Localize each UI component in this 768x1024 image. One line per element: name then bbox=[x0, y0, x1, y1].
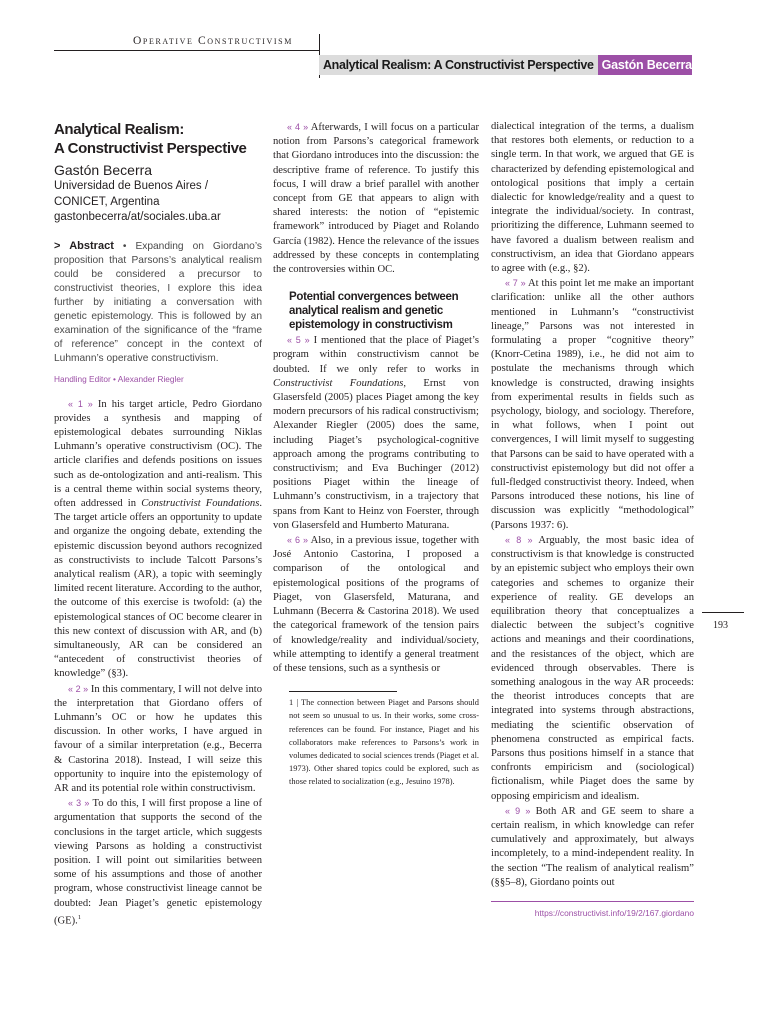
page-number: 193 bbox=[713, 620, 728, 631]
section-heading: Potential convergences between analytical realism and genetic epistemology in constructivism bbox=[289, 291, 459, 332]
paragraph-number: « 7 » bbox=[505, 278, 526, 289]
author-name: Gastón Becerra bbox=[54, 162, 153, 178]
paragraph-number: « 5 » bbox=[287, 335, 310, 346]
paragraph-3: « 3 » To do this, I will first propose a line of argumentation that supports the second of the conclusions in the target article, which suggests viewing Parsons as holding a constructivist position. I will point out similarities between some of his assumptions and those of another program, whose constructivist lineage cannot be doubted: Jean Piaget’s genetic epistemology (GE).$^1$ bbox=[54, 798, 262, 927]
running-head: Operative Constructivism bbox=[133, 35, 293, 47]
paragraph-8: « 8 » Arguably, the most basic idea of constructivism is that knowledge is constructed by an epistemic subject who employs their own categories and schemes to organize their experience of reality. GE develops an equilibration theory that conceptualizes a dialectic between the subject’s cognitive actions and meanings and their coordinations, and the resistances of the object, which are evidenced through observables. There is something analogous in the way AR proceeds: the theorist introduces concepts that are integrated into systems through abstractions, mediating the scientific observation of phenomena constructed as empirical facts. Parsons thus positions himself in a stance that confronts empiricism and (sociological) fictionalism, while Piaget does the same by opposing empiricism and idealism. bbox=[491, 534, 694, 802]
header-rule bbox=[54, 50, 320, 51]
author-email: gastonbecerra/at/sociales.uba.ar bbox=[54, 211, 221, 223]
footnote-ref: 1 bbox=[77, 913, 82, 921]
paragraph-number: « 8 » bbox=[505, 534, 533, 545]
paragraph-number: « 3 » bbox=[68, 798, 90, 809]
abstract: > Abstract • Expanding on Giordano’s proposition that Parsons’s analytical realism could be considered a precursor to constructivist theories, I explore this idea further by initiating a conversation with genetic epistemology. This is followed by an examination of the significance of the “frame of reference” concept in the context of Luhmann’s operative constructivism. bbox=[54, 239, 262, 364]
paragraph-1: « 1 » In his target article, Pedro Giordano provides a synthesis and mapping of epistemological debates surrounding Niklas Luhmann’s operative constructivism (OC). The article clarifies and defends positions on issues such as de-ontologization and anti-realism. This is a central theme within social systems theory, often addressed in Constructivist Foundations. The target article offers an opportunity to update and organize the ongoing debate, extending the epistemic discussion beyond authors recognized as constructivists to include Talcott Parsons’s analytical realism (AR), a topic with seemingly limited recent literature. According to the author, the outcome of this exercise is twofold: (a) the epistemological stances of OC become clearer in this new context of discussion with AR, and (b) simultaneously, AR can be considered an “antecedent of constructivist theories of knowledge” (§3). bbox=[54, 398, 262, 680]
paragraph-number: « 9 » bbox=[505, 805, 531, 816]
paragraph-7: « 7 » At this point let me make an important clarification: unlike all the other authors mentioned in Luhmann’s “constructivist lineage,” Parsons was not interested in formulating a proper “cognitive theory” (Knorr-Cetina 1989), i.e., he did not aim to postulate the mechanisms through which knowledge is constructed, drawing insights from experimental results in fields such as psychology, biology, and sociology. Therefore, in what follows, when I point out convergences, I will limit myself to suggesting that Parsons can be said to have operated with a constructivist epistemology but did not offer a full-fledged constructivist theory. Indeed, when Parsons introduced these notions, his line of discussion was explicitly “methodological” (Parsons 1937: 6). bbox=[491, 278, 694, 531]
article-url[interactable]: https://constructivist.info/19/2/167.giordano bbox=[534, 908, 694, 918]
column-3 bbox=[491, 120, 694, 890]
column-1 bbox=[54, 120, 262, 929]
title-line-1: Analytical Realism: bbox=[54, 121, 184, 138]
footer-rule bbox=[491, 901, 694, 902]
title-line-2: A Constructivist Perspective bbox=[54, 140, 247, 157]
affiliation-line-1: Universidad de Buenos Aires / bbox=[54, 180, 209, 192]
paragraph-5: « 5 » I mentioned that the place of Piaget’s program within constructivism cannot be doubted. If we only refer to works in Constructivist Foundations, Ernst von Glasersfeld (2005) places Piaget among the key modern precursors of his radical constructivism; Alexander Riegler (2005) does the same, including Piaget’s psychological-cognitive approach among the programs contributing to constructivism; and Eva Buchinger (2012) positions Piaget within the lineage of Luhmann’s constructivism, in a trajectory that spans from Kant to Heinz von Foerster, through von Glasersfeld and Humberto Maturana. bbox=[273, 335, 479, 531]
footnote-rule bbox=[289, 691, 397, 692]
bar-author: Gastón Becerra bbox=[601, 58, 692, 72]
paragraph-number: « 1 » bbox=[68, 398, 93, 409]
affiliation bbox=[54, 179, 262, 226]
abstract-label: > Abstract bbox=[54, 239, 114, 252]
abstract-text: Expanding on Giordano’s proposition that Parsons’s analytical realism could be considered a precursor to constructivist theories, I explore this idea further by initiating a conversation with genetic epistemology. This is followed by an examination of the significance of the “frame of reference” concept in the context of Luhmann’s operative constructivism. bbox=[54, 240, 262, 364]
paragraph-2: « 2 » In this commentary, I will not delve into the interpretation that Giordano offers of Luhmann’s OC or how he updates this discussion. In other works, I have argued in favour of a similar interpretation (e.g., Becerra & Castorina 2018). Instead, I will seize this opportunity to inquire into the epistemology of AR and its potential role within constructivism. bbox=[54, 683, 262, 794]
paragraph-number: « 2 » bbox=[68, 683, 89, 694]
column-2 bbox=[273, 120, 479, 789]
footnote: 1 | The connection between Piaget and Parsons should not seem so unusual to us. In their works, some cross-references can be found. For instance, Piaget and his collaborators make references to Parsons’s work in volumes dedicated to social sciences trends (Piaget et al. 1973). Other shared topics could be explored, such as those related to socialization (e.g., Jesuino 1978). bbox=[289, 698, 479, 787]
affiliation-line-2: CONICET, Argentina bbox=[54, 195, 160, 208]
article-title-bar bbox=[319, 55, 692, 75]
page-number-rule bbox=[702, 612, 744, 613]
paragraph-4: « 4 » Afterwards, I will focus on a particular notion from Parsons’s categorical framework that Giordano introduces into the discussion: the descriptive frame of reference. To justify this focus, I will draw a brief parallel with another concept from GE that appears to align with shared interests: the notion of “epistemic framework” introduced by Piaget and Rolando García (1982). Hence the relevance of the issues addressed by these concepts in contemplating the controversies within OC. bbox=[273, 122, 479, 276]
paragraph-9: « 9 » Both AR and GE seem to share a certain realism, in which knowledge can refer cumulatively and approximately, but always incompletely, to a mind-independent reality. In the section “The realism of analytical realism” (§§5–8), Giordano points out bbox=[491, 805, 694, 888]
paragraph-number: « 6 » bbox=[287, 535, 309, 546]
paragraph-number: « 4 » bbox=[287, 122, 309, 132]
handling-editor: Handling Editor • Alexander Riegler bbox=[54, 373, 184, 384]
paragraph-6: « 6 » Also, in a previous issue, together with José Antonio Castorina, I proposed a comparison of the ontological and epistemological positions of the programs of Piaget, von Glasersfeld, Maturana, and Luhmann (Becerra & Castorina 2018). We used the categorical framework of the tension pairs of knowledge/reality and individual/society, while attempting to identify a general treatment of these tensions, such as a synthesis or bbox=[273, 535, 479, 674]
bar-title: Analytical Realism: A Constructivist Perspective bbox=[319, 55, 598, 75]
paragraph-6-continued: dialectical integration of the terms, a dualism that restores both elements, or reduction to a single term. In that work, we argued that GE is characterized by defending epistemological and ontological positions that imply a certain dialectic for knowledge/reality and a quest to integrate the individual/society. In contrast, prioritizing the difference, Luhmann seemed to have favored a dualism between realism and constructivism, an idea that Giordano appears to agree with (e.g., §2). bbox=[491, 121, 694, 275]
article-title bbox=[54, 120, 262, 158]
